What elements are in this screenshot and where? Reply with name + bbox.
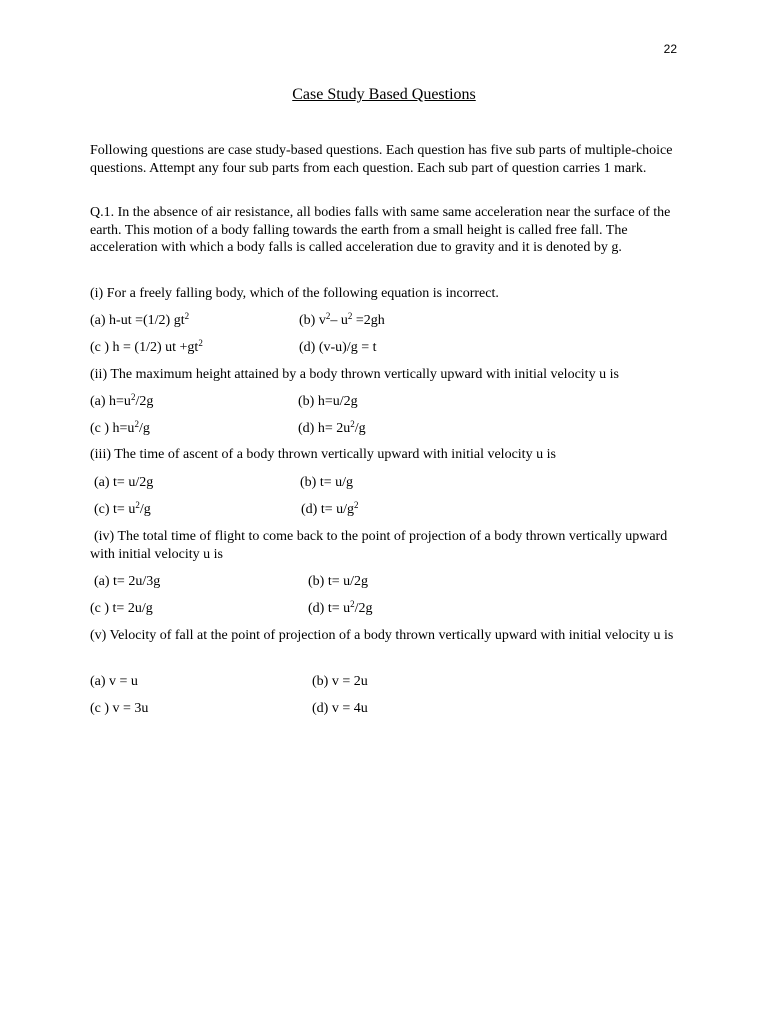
- subpart-2-options-row-1: [90, 393, 682, 411]
- subpart-1-options-row-2: [90, 339, 682, 357]
- subpart-4-options-row-2: [90, 600, 682, 618]
- subpart-5-stem: (v) Velocity of fall at the point of projection of a body thrown vertically upward with initial velocity u is: [90, 628, 674, 643]
- option-4c: (c ) t= 2u/g: [90, 601, 153, 616]
- subpart-1-stem: (i) For a freely falling body, which of the following equation is incorrect.: [90, 286, 499, 301]
- option-1d: (d) (v-u)/g = t: [299, 340, 377, 355]
- subpart-3-stem: (iii) The time of ascent of a body thrown vertically upward with initial velocity u is: [90, 447, 556, 462]
- option-3a: (a) t= u/2g: [94, 475, 154, 490]
- subpart-4-options-row-1: [90, 573, 682, 591]
- option-1b: (b) $v^2-$ $u^2 =2gh$: [299, 311, 385, 328]
- page-title: Case Study Based Questions: [292, 86, 476, 103]
- subpart-5-options-row-1: [90, 673, 682, 691]
- page-number: 22: [663, 42, 677, 56]
- option-5d: (d) v = 4u: [312, 701, 368, 716]
- option-2a: (a) $h=u^2/2g$: [90, 392, 154, 409]
- subpart-1-options-row-1: [90, 312, 682, 330]
- option-3b: (b) t= u/g: [300, 475, 353, 490]
- option-2b: (b) h=u/2g: [298, 394, 358, 409]
- option-4d: (d) $t= u^2/2g$: [308, 599, 373, 616]
- subpart-2-options-row-2: [90, 420, 682, 438]
- option-4b: (b) t= u/2g: [308, 574, 368, 589]
- option-5c: (c ) v = 3u: [90, 701, 149, 716]
- subpart-3-options-row-1: [90, 474, 682, 492]
- option-5b: (b) v = 2u: [312, 674, 368, 689]
- option-3c: (c) $t= u^2/g$: [94, 500, 151, 517]
- subpart-3-options-row-2: [90, 501, 682, 519]
- subpart-4-stem: (iv) The total time of flight to come back to the point of projection of a body thrown vertically upward with initial velocity u is: [90, 529, 668, 562]
- option-1c: (c ) h = (1/2) ut $+gt^2$: [90, 338, 203, 355]
- option-4a: (a) t= 2u/3g: [94, 574, 161, 589]
- intro-paragraph: Following questions are case study-based questions. Each question has five sub parts of multiple-choice questions. Attempt any four sub parts from each question. Each sub part of question carries 1 mark.: [90, 143, 673, 176]
- option-1a: (a) h-ut =(1/2) $gt^2$: [90, 311, 190, 328]
- subpart-5-options-row-2: [90, 700, 682, 718]
- option-2c: (c ) $h=u^2/g$: [90, 419, 150, 436]
- option-3d: (d) $t= u/g^2$: [301, 500, 359, 517]
- question-1-text: Q.1. In the absence of air resistance, all bodies falls with same same acceleration near the surface of the earth. This motion of a body falling towards the earth from a small height is called free fall. The acceleration with which a body falls is called acceleration due to gravity and it is denoted by g.: [90, 205, 671, 255]
- subpart-2-stem: (ii) The maximum height attained by a body thrown vertically upward with initial velocity u is: [90, 367, 619, 382]
- option-5a: (a) v = u: [90, 674, 138, 689]
- option-2d: (d) $h= 2u^2/g$: [298, 419, 366, 436]
